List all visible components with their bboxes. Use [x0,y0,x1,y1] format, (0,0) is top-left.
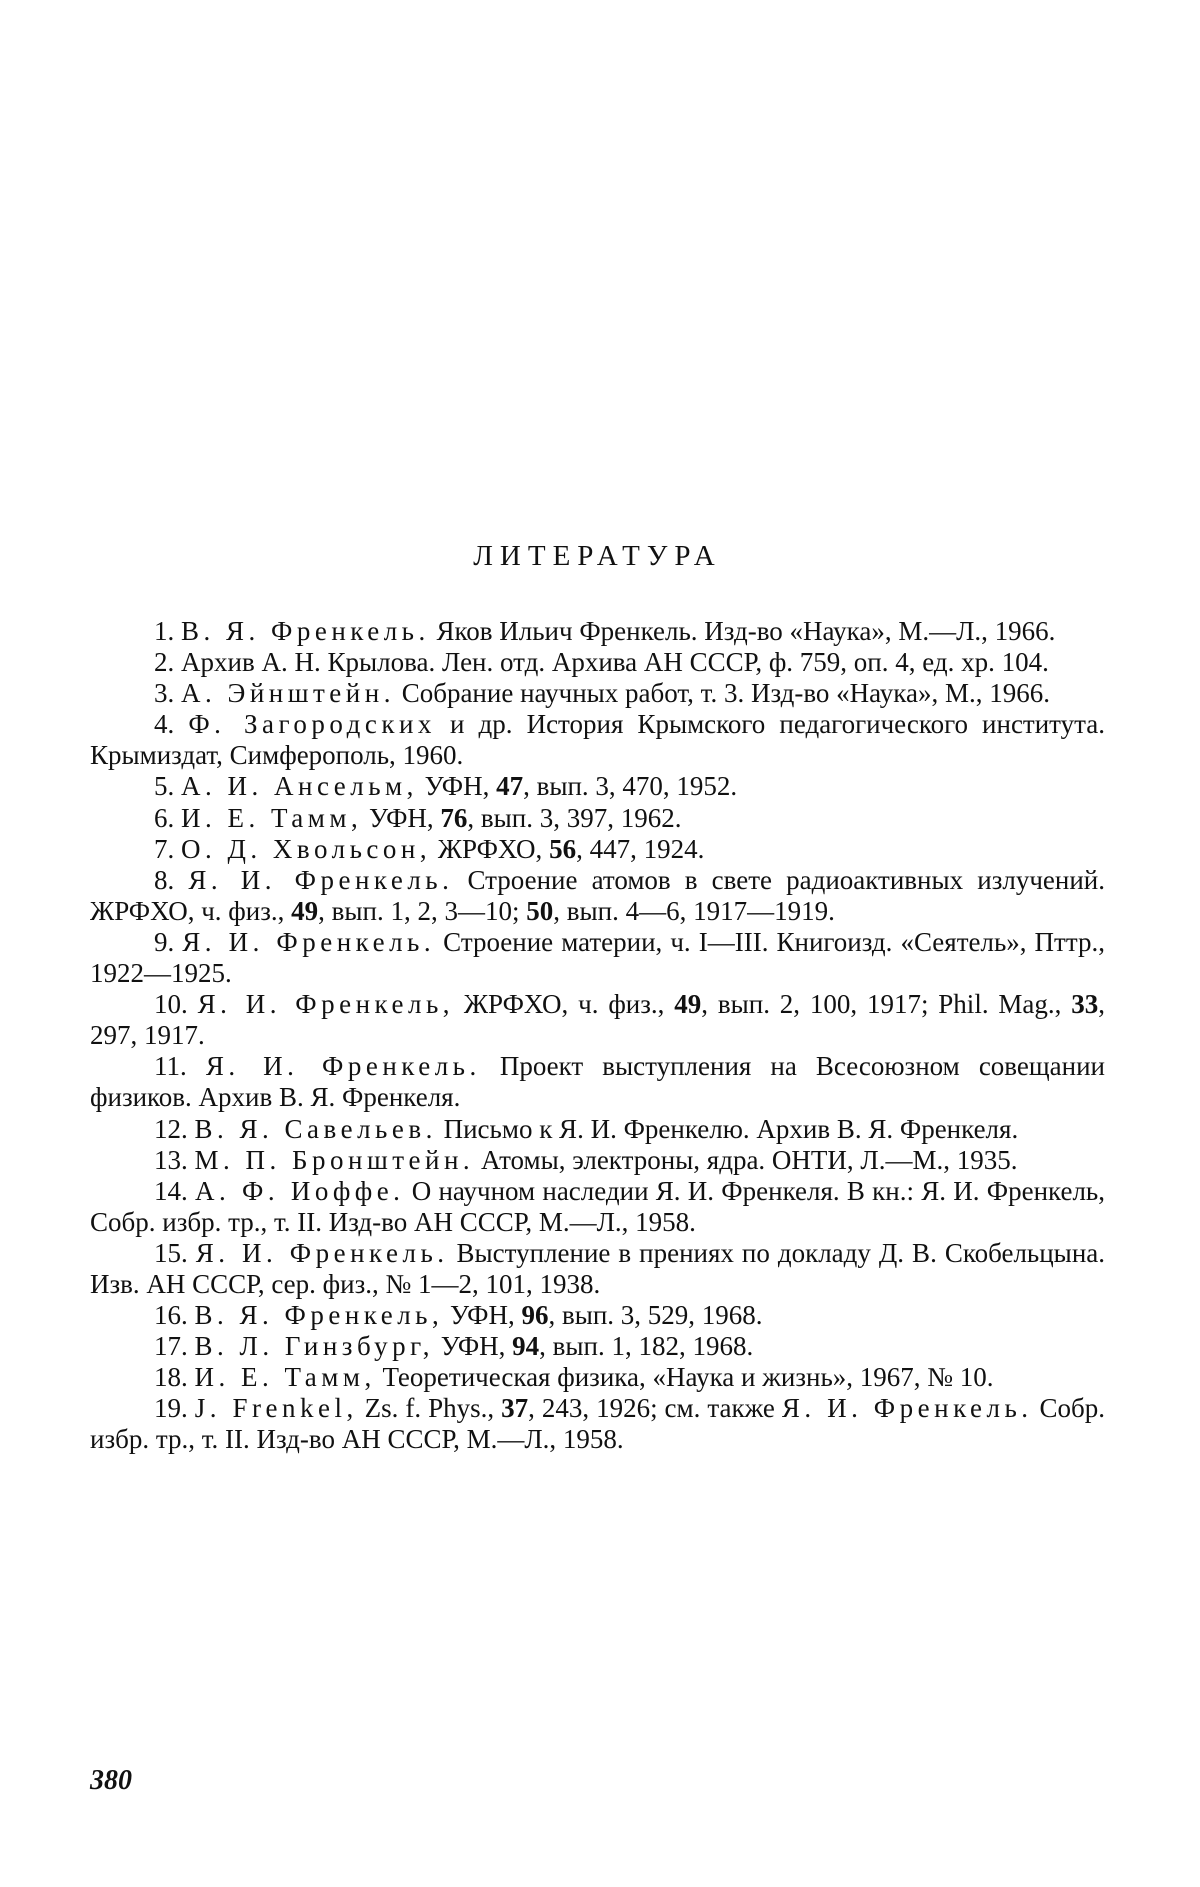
reference-author: Я. И. Френкель. [188,864,454,895]
reference-text: , 297, 1917. [90,989,1105,1051]
reference-number: 13. [154,1144,188,1175]
reference-text: , 243, 1926; см. также [528,1393,782,1424]
reference-number: 19. [154,1393,188,1424]
reference-item [90,1145,1105,1176]
reference-text: Теоретическая физика, «Наука и жизнь», 1967, № 10. [375,1362,994,1393]
reference-author: М. П. Бронштейн. [194,1144,475,1175]
book-page [90,0,1105,1887]
reference-author: А. И. Ансельм, [181,771,418,802]
reference-text: и др. История Крымского педагогического института. Крымиздат, Симферополь, 1960. [90,709,1105,771]
reference-author: В. Я. Френкель. [181,616,430,646]
reference-text: Строение материи, ч. I—III. Книгоизд. «Сеятель», Пттр., 1922—1925. [90,926,1105,989]
reference-number: 16. [154,1300,188,1331]
reference-item [90,834,1105,865]
reference-text: УФН, [362,802,441,833]
reference-author: И. Е. Тамм, [194,1362,376,1393]
volume-number: 47 [496,771,524,802]
reference-number: 5. [154,771,175,802]
reference-text: ЖРФХО, ч. физ., [454,989,675,1020]
reference-text: Яков Ильич Френкель. Изд-во «Наука», М.—Л., 1966. [429,616,1056,646]
reference-author: Я. И. Френкель. [781,1393,1033,1424]
reference-text: Проект выступления на Всесоюзном совещании физиков. Архив В. Я. Френкеля. [90,1051,1105,1113]
reference-text: Строение атомов в свете радиоактивных излучений. ЖРФХО, ч. физ., [90,864,1105,926]
reference-text: Письмо к Я. И. Френкелю. Архив В. Я. Френкеля. [436,1113,1019,1144]
reference-item [90,1300,1105,1331]
reference-item [90,1051,1105,1113]
reference-text: Zs. f. Phys., [357,1393,502,1424]
reference-author: А. Эйнштейн. [181,678,395,709]
reference-text: , вып. 4—6, 1917—1919. [553,895,835,926]
reference-text: , вып. 2, 100, 1917; Phil. Mag., [701,989,1072,1020]
reference-item [90,1114,1105,1145]
volume-number: 50 [526,895,554,926]
reference-number: 15. [154,1237,188,1268]
reference-text: УФН, [443,1300,522,1331]
reference-number: 9. [154,926,175,957]
reference-author: В. Я. Френкель, [194,1300,444,1331]
reference-text: , вып. 1, 182, 1968. [539,1331,754,1362]
volume-number: 33 [1071,989,1099,1020]
reference-text: , вып. 3, 529, 1968. [548,1300,763,1331]
reference-item [90,678,1105,709]
page-number: 380 [90,1765,132,1796]
reference-item [90,803,1105,834]
reference-author: А. Ф. Иоффе. [195,1175,405,1206]
reference-number: 2. [154,647,175,678]
reference-item [90,927,1105,989]
reference-text: УФН, [417,771,497,802]
reference-item [90,1362,1105,1393]
reference-item [90,1331,1105,1362]
reference-number: 10. [154,989,188,1020]
volume-number: 37 [501,1393,529,1424]
reference-author: Я. И. Френкель. [205,1051,481,1082]
reference-text: УФН, [433,1331,513,1362]
reference-number: 1. [154,616,175,646]
reference-number: 12. [154,1113,188,1144]
reference-author: Я. И. Френкель. [182,926,436,957]
reference-item [90,709,1105,771]
reference-text: О научном наследии Я. И. Френкеля. В кн.: Я. И. Френкель, Собр. избр. тр., т. II. Изд-во АН СССР, М.—Л., 1958. [90,1175,1105,1237]
reference-number: 11. [154,1051,187,1082]
reference-item [90,647,1105,678]
reference-text: , вып. 3, 470, 1952. [523,771,738,802]
reference-number: 18. [154,1362,188,1393]
reference-author: В. Я. Савельев. [194,1113,437,1144]
reference-text: Атомы, электроны, ядра. ОНТИ, Л.—М., 1935. [474,1144,1018,1175]
reference-text: , вып. 1, 2, 3—10; [318,895,527,926]
volume-number: 56 [549,833,577,864]
reference-text: Выступление в прениях по докладу Д. В. Скобельцына. Изв. АН СССР, сер. физ., № 1—2, 101, 1938. [90,1237,1105,1299]
volume-number: 49 [291,895,319,926]
reference-number: 17. [154,1331,188,1362]
reference-text: Собр. избр. тр., т. II. Изд-во АН СССР, М.—Л., 1958. [90,1393,1106,1455]
reference-item [90,1176,1105,1238]
reference-author: Ф. Загородских [188,709,436,740]
volume-number: 76 [440,802,468,833]
reference-author: Я. И. Френкель. [195,1237,449,1268]
volume-number: 49 [674,989,702,1020]
reference-item [90,1393,1105,1455]
reference-author: И. Е. Тамм, [181,802,363,833]
reference-author: Я. И. Френкель, [197,989,455,1020]
reference-item [90,771,1105,802]
reference-text: ЖРФХО, [431,833,550,864]
reference-number: 4. [154,709,175,740]
reference-text: Собрание научных работ, т. 3. Изд-во «Наука», М., 1966. [394,678,1050,709]
volume-number: 94 [512,1331,540,1362]
page-title: ЛИТЕРАТУРА [473,540,722,572]
reference-number: 3. [154,678,175,709]
reference-text: , 447, 1924. [576,833,705,864]
reference-text: , вып. 3, 397, 1962. [467,802,682,833]
reference-text: Архив А. Н. Крылова. Лен. отд. Архива АН СССР, ф. 759, оп. 4, ед. хр. 104. [181,647,1049,678]
reference-number: 7. [154,833,175,864]
reference-item [90,616,1105,647]
reference-number: 8. [154,864,175,895]
reference-author: О. Д. Хвольсон, [181,833,432,864]
reference-item [90,989,1105,1051]
reference-item [90,1238,1105,1300]
reference-author: J. Frenkel, [194,1393,358,1424]
reference-number: 14. [154,1175,188,1206]
reference-author: В. Л. Гинзбург, [194,1331,434,1362]
reference-list [90,616,1105,1456]
reference-item [90,865,1105,927]
reference-number: 6. [154,802,175,833]
volume-number: 96 [521,1300,549,1331]
